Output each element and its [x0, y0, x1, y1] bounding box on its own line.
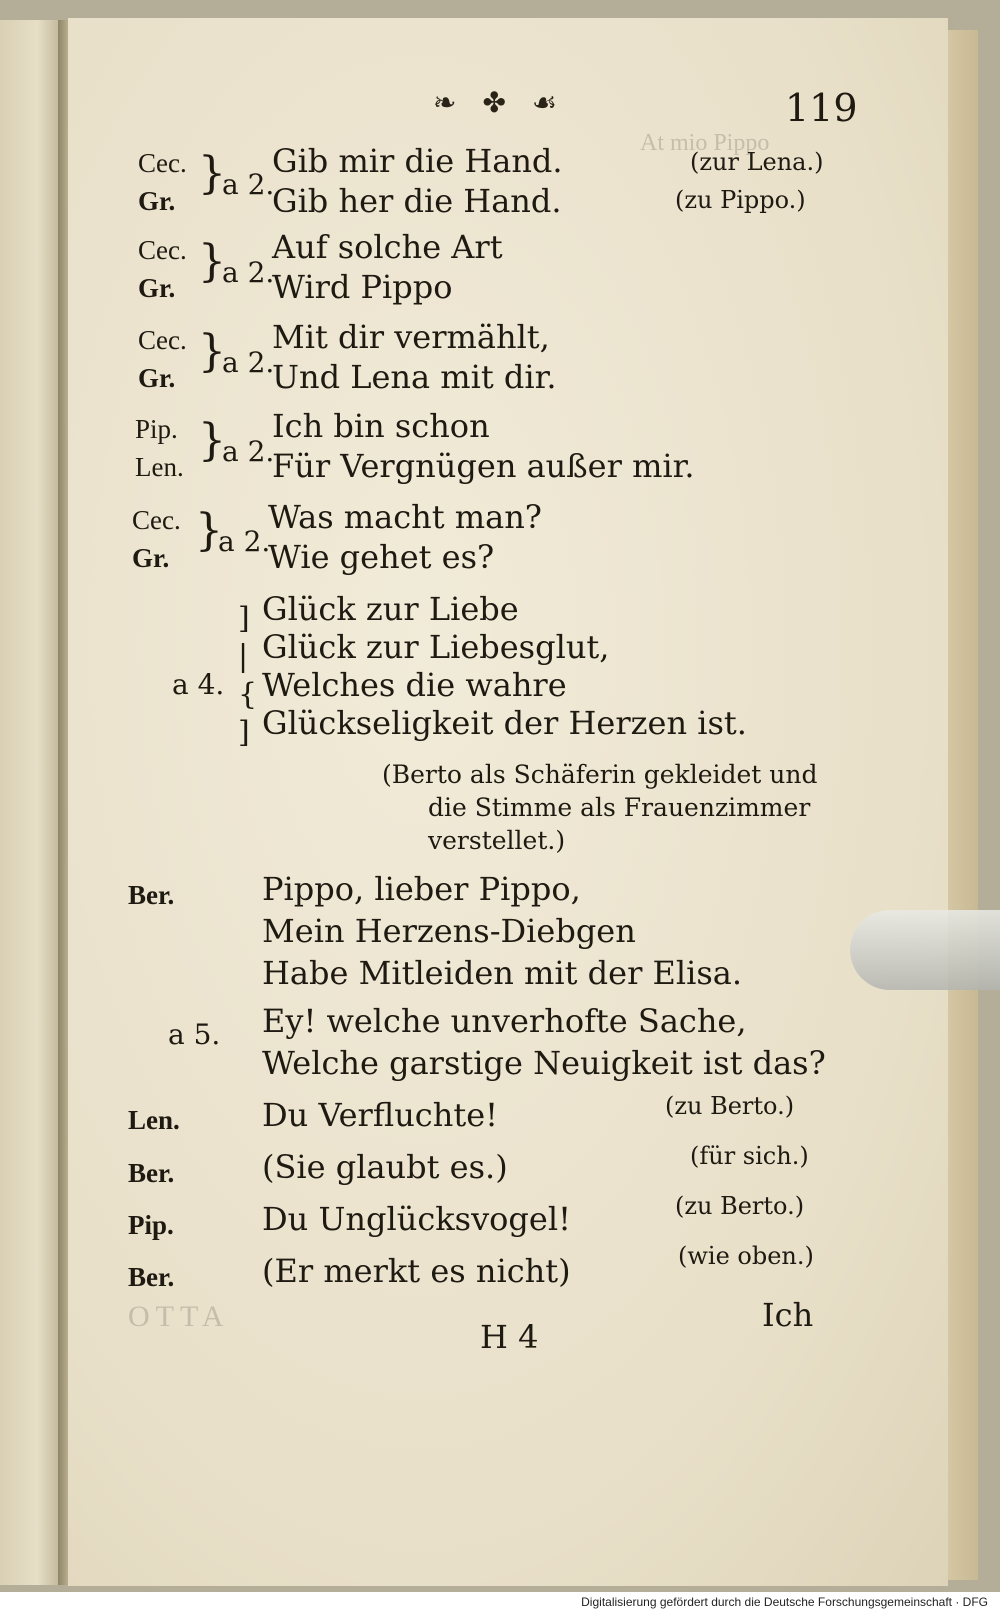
brace: } — [198, 236, 226, 287]
fleuron-center-icon: ✤ — [482, 85, 506, 119]
stage-direction-line: verstellet.) — [428, 826, 566, 855]
speaker-label: Gr. — [138, 273, 176, 303]
stage-direction-line: (Berto als Schäferin gekleidet und — [382, 760, 818, 789]
verse-line: Habe Mitleiden mit der Elisa. — [262, 954, 743, 992]
verse-line: Gib mir die Hand. — [272, 142, 563, 180]
speaker-label: Ber. — [128, 1262, 175, 1292]
verse-line: Auf solche Art — [272, 228, 503, 266]
verse-line: Wird Pippo — [272, 268, 453, 306]
brace: } — [198, 415, 226, 466]
speaker-label: Ber. — [128, 1158, 175, 1188]
ensemble-marker: a 2. — [222, 256, 275, 289]
speaker-label: Ber. — [128, 880, 175, 910]
brace: } — [198, 326, 226, 377]
speaker-label: Gr. — [132, 543, 170, 573]
brace: } — [198, 148, 226, 199]
footer-bar — [0, 1592, 1000, 1614]
verse-line: Mit dir vermählt, — [272, 318, 550, 356]
verse-line: Ey! welche unverhofte Sache, — [262, 1002, 747, 1040]
ensemble-marker: a 5. — [168, 1018, 221, 1051]
speaker-label: Cec. — [138, 235, 187, 265]
speaker-label: Cec. — [138, 148, 187, 178]
aside: (zu Berto.) — [665, 1092, 795, 1120]
ensemble-marker: a 4. — [172, 668, 225, 701]
verse-line: Glück zur Liebe — [262, 590, 519, 628]
speaker-label: Gr. — [138, 186, 176, 216]
fleuron-right-icon: ☙ — [531, 85, 558, 119]
verse-line: Für Vergnügen außer mir. — [272, 447, 695, 485]
speaker-label: Cec. — [132, 505, 181, 535]
verse-line: Welche garstige Neuigkeit ist das? — [262, 1044, 826, 1082]
catchword: Ich — [762, 1296, 814, 1334]
verse-line: Gib her die Hand. — [272, 182, 562, 220]
verse-line: Glück zur Liebesglut, — [262, 628, 610, 666]
bleed-through: At mio Pippo — [640, 130, 770, 156]
header-ornament — [370, 82, 620, 122]
verse-line: Mein Herzens-Diebgen — [262, 912, 636, 950]
verse-line: Und Lena mit dir. — [272, 358, 557, 396]
verse-line: Pippo, lieber Pippo, — [262, 870, 581, 908]
speaker-label: Pip. — [128, 1210, 174, 1240]
ensemble-marker: a 2. — [222, 435, 275, 468]
verse-line: (Sie glaubt es.) — [262, 1148, 508, 1186]
stage-direction-line: die Stimme als Frauenzimmer — [428, 793, 811, 822]
funding-note: Digitalisierung gefördert durch die Deutsche Forschungsgemeinschaft · DFG — [581, 1595, 988, 1609]
bleed-through: OTTA — [128, 1300, 230, 1333]
verse-line: Du Verfluchte! — [262, 1096, 498, 1134]
speaker-label: Len. — [128, 1105, 180, 1135]
verse-line: Ich bin schon — [272, 407, 490, 445]
fleuron-left-icon: ❧ — [432, 85, 457, 119]
speaker-label: Len. — [135, 452, 184, 482]
signature-mark: H 4 — [480, 1318, 539, 1356]
aside: (zu Berto.) — [675, 1192, 805, 1220]
facing-page — [0, 20, 62, 1585]
speaker-label: Pip. — [135, 414, 178, 444]
speaker-label: Cec. — [138, 325, 187, 355]
speaker-label: Gr. — [138, 363, 176, 393]
aside: (wie oben.) — [678, 1242, 814, 1270]
page-clip — [850, 910, 1000, 990]
ensemble-marker: a 2. — [222, 168, 275, 201]
aside: (für sich.) — [690, 1142, 809, 1170]
verse-line: Welches die wahre — [262, 666, 567, 704]
ensemble-marker: a 2. — [222, 346, 275, 379]
bracket: ] | { ] — [238, 601, 258, 750]
page-number: 119 — [785, 86, 858, 130]
verse-line: Was macht man? — [268, 498, 542, 536]
verse-line: Wie gehet es? — [268, 538, 495, 576]
aside: (zur Lena.) — [690, 148, 824, 176]
verse-line: Glückseligkeit der Herzen ist. — [262, 704, 747, 742]
aside: (zu Pippo.) — [675, 186, 806, 214]
verse-line: Du Unglücksvogel! — [262, 1200, 571, 1238]
brace: } — [195, 505, 223, 556]
verse-line: (Er merkt es nicht) — [262, 1252, 571, 1290]
ensemble-marker: a 2. — [218, 525, 271, 558]
